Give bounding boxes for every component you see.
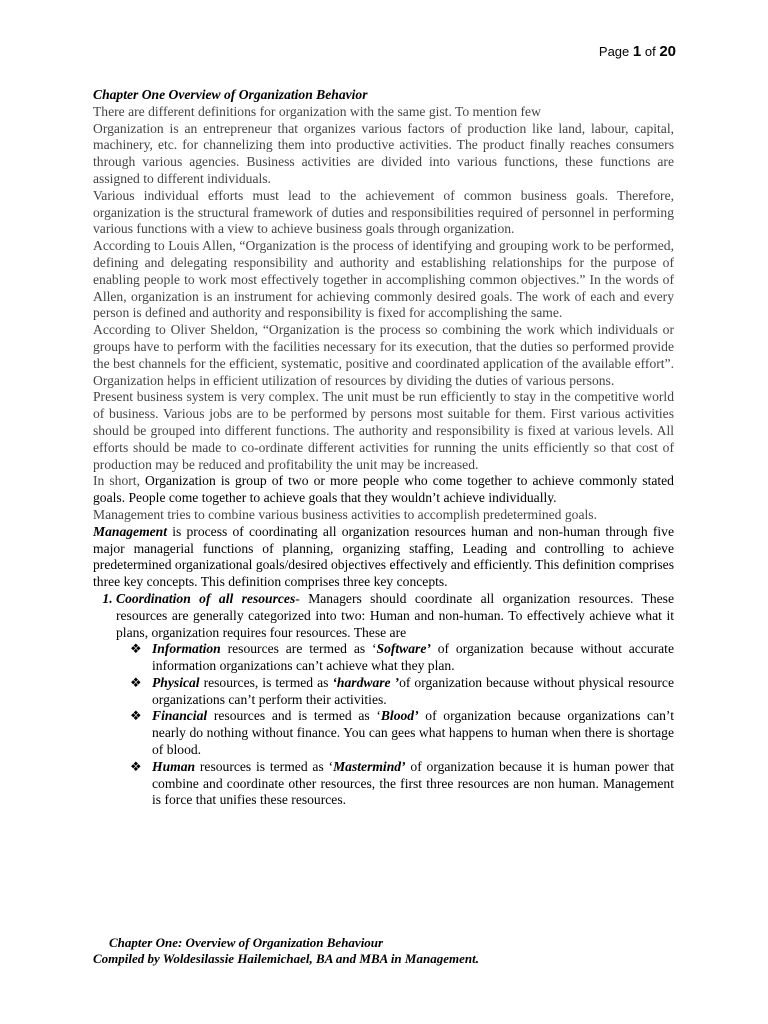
paragraph-organization-definition: Organization is an entrepreneur that organizes various factors of production like land, labour, capital, machinery, etc. for channelizing them into productive activities. The product finally reaches consumers through various agencies. Business activities are divided into various functions, these functions are assigned to different individuals. (93, 120, 674, 186)
paragraph-management-definition: Management is process of coordinating all organization resources human and non-human through five major managerial functions of planning, organizing staffing, Leading and controlling to achieve predetermined organizational goals/desired objectives effectively and efficiently. This definition comprises three key concepts. This definition comprises three key concepts. (93, 523, 674, 590)
resource-item-information: ❖ Information resources are termed as ‘Software’ of organization because without accurate information organizations can’t achieve what they plan. (130, 641, 674, 674)
paragraph-business-system: Present business system is very complex. The unit must be run efficiently to stay in the competitive world of business. Various jobs are to be performed by persons most suitable for them. First various activities should be grouped into different functions. The authority and responsibility is fixed at various levels. All efforts should be made to co-ordinate different activities for running the units efficiently so that cost of production may be reduced and profitability the unit may be increased. (93, 389, 674, 472)
page-footer (93, 935, 479, 967)
paragraph-structural-framework: Various individual efforts must lead to the achievement of common business goals. Therefore, organization is the structural framework of duties and responsibilities required of personnel in performing various functions with a view to achieve business goals through organization. (93, 187, 674, 237)
key-concepts-list (93, 591, 674, 809)
list-item-coordination: 1. Coordination of all resources- Managers should coordinate all organization resources. These resources are generally categorized into two: Human and non-human. To effectively achieve what it plans, organization requires four resources. These are ❖ Information resources are termed as ‘Software’ of organization because without accurate information organizations can’t achieve what they plan. ❖ Physical resources, is termed as ‘hardware ’of organization because without physical resource organizations can’t perform their activities. ❖ Financial resources and is termed as ‘Blood’ of organization because organizations can’t nearly do nothing without finance. You can gees what happens to human when there is shortage of blood. ❖ Human resources is termed as ‘Mastermind’ of organization because it is human power that combine and coordinate other resources, the first three resources are non human. Management is force that unifies these resources. (116, 591, 674, 809)
diamond-bullet-icon: ❖ (130, 674, 142, 690)
document-body (93, 87, 674, 809)
paragraph-oliver-sheldon: According to Oliver Sheldon, “Organization is the process so combining the work which individuals or groups have to perform with the facilities necessary for its execution, that the duties so performed provide the best channels for the efficient, systematic, positive and coordinated application of the available effort”. Organization helps in efficient utilization of resources by dividing the duties of various persons. (93, 322, 674, 388)
footer-chapter: Chapter One: Overview of Organization Behaviour (109, 935, 384, 950)
paragraph-intro: There are different definitions for organization with the same gist. To mention few (93, 103, 541, 119)
chapter-title: Chapter One Overview of Organization Behavior (93, 87, 368, 102)
footer-author: Compiled by Woldesilassie Hailemichael, BA and MBA in Management. (93, 951, 479, 966)
diamond-bullet-icon: ❖ (130, 708, 142, 724)
resource-item-physical: ❖ Physical resources, is termed as ‘hardware ’of organization because without physical resource organizations can’t perform their activities. (130, 674, 674, 707)
diamond-bullet-icon: ❖ (130, 641, 142, 657)
resource-item-financial: ❖ Financial resources and is termed as ‘Blood’ of organization because organizations can’t nearly do nothing without finance. You can gees what happens to human when there is shortage of blood. (130, 708, 674, 758)
paragraph-in-short: In short, Organization is group of two or more people who come together to achieve commonly stated goals. People come together to achieve goals that they wouldn’t achieve individually. (93, 473, 674, 506)
page-number: Page 1 of 20 (598, 43, 676, 60)
diamond-bullet-icon: ❖ (130, 758, 142, 774)
resources-list (116, 641, 674, 809)
paragraph-management-combine: Management tries to combine various business activities to accomplish predetermined goals. (93, 506, 597, 522)
resource-item-human: ❖ Human resources is termed as ‘Mastermind’ of organization because it is human power that combine and coordinate other resources, the first three resources are non human. Management is force that unifies these resources. (130, 758, 675, 808)
paragraph-louis-allen: According to Louis Allen, “Organization is the process of identifying and grouping work to be performed, defining and delegating responsibility and authority and establishing relationships for the purpose of enabling people to work most effectively together in accomplishing common objectives.” In the words of Allen, organization is an instrument for achieving commonly desired goals. The work of each and every person is defined and authority and responsibility is fixed for accomplishing the same. (93, 238, 674, 321)
